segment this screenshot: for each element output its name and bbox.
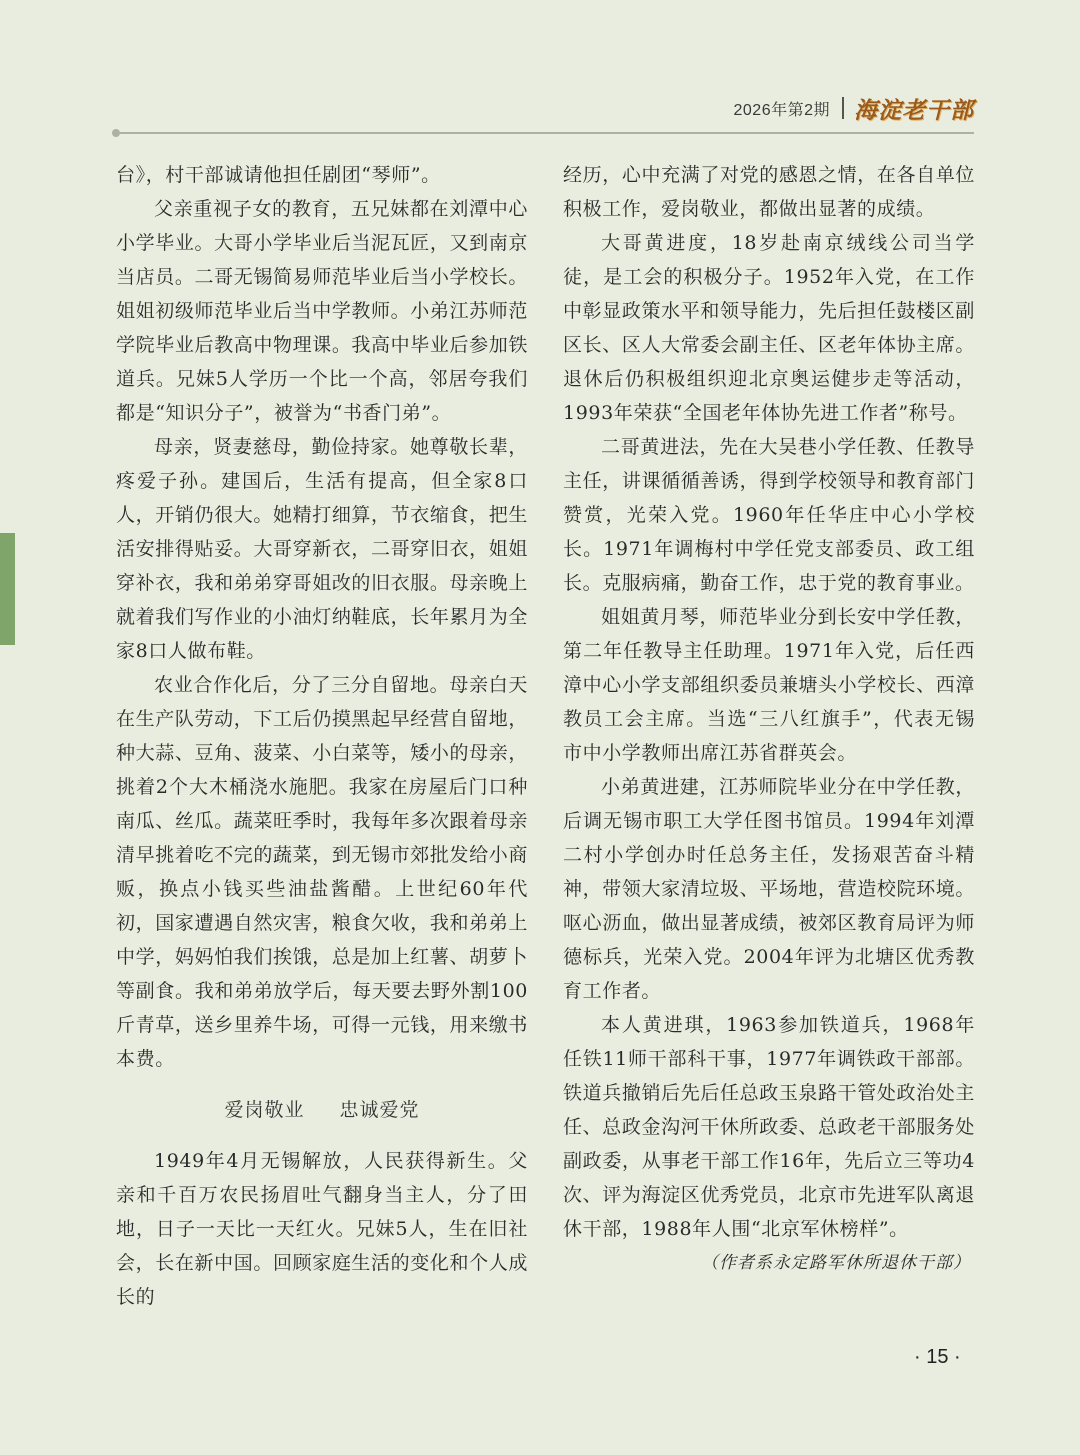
- issue-label: 2026年第2期: [733, 101, 830, 119]
- side-color-tab: [0, 533, 15, 645]
- paragraph: 姐姐黄月琴，师范毕业分到长安中学任教，第二年任教导主任助理。1971年入党，后任西漳中心小学支部组织委员兼塘头小学校长、西漳教员工会主席。当选“三八红旗手”，代表无锡市中小学教师出席江苏省群英会。: [563, 606, 975, 764]
- header-rule: [116, 132, 974, 134]
- paragraph: 父亲重视子女的教育，五兄妹都在刘潭中心小学毕业。大哥小学毕业后当泥瓦匠，又到南京当店员。二哥无锡简易师范毕业后当小学校长。姐姐初级师范毕业后当中学教师。小弟江苏师范学院毕业后教高中物理课。我高中毕业后参加铁道兵。兄妹5人学历一个比一个高，邻居夸我们都是“知识分子”，被誉为“书香门弟”。: [116, 198, 528, 424]
- section-heading-part: 爱岗敬业: [224, 1099, 305, 1121]
- paragraph: 台》，村干部诚请他担任剧团“琴师”。: [116, 164, 441, 186]
- paragraph: 大哥黄进度，18岁赴南京绒线公司当学徒，是工会的积极分子。1952年入党，在工作中彰显政策水平和领导能力，先后担任鼓楼区副区长、区人大常委会副主任、区老年体协主席。退休后仍积极组织迎北京奥运健步走等活动，1993年荣获“全国老年体协先进工作者”称号。: [563, 232, 975, 424]
- page-number: · 15 ·: [914, 1346, 961, 1368]
- section-heading-part: 忠诚爱党: [339, 1099, 420, 1121]
- paragraph: 1949年4月无锡解放，人民获得新生。父亲和千百万农民扬眉吐气翻身当主人，分了田地，日子一天比一天红火。兄妹5人，生在旧社会，长在新中国。回顾家庭生活的变化和个人成长的: [116, 1150, 528, 1308]
- paragraph: 本人黄进琪，1963参加铁道兵，1968年任铁11师干部科干事，1977年调铁政干部部。铁道兵撤销后先后任总政玉泉路干管处政治处主任、总政金沟河干休所政委、总政老干部服务处副政委，从事老干部工作16年，先后立三等功4次、评为海淀区优秀党员，北京市先进军队离退休干部，1988年人围“北京军休榜样”。: [563, 1014, 975, 1240]
- magazine-logo: 海淀老干部: [854, 96, 974, 124]
- header-separator: [842, 97, 844, 119]
- paragraph: 母亲，贤妻慈母，勤俭持家。她尊敬长辈，疼爱子孙。建国后，生活有提高，但全家8口人，开销仍很大。她精打细算，节衣缩食，把生活安排得贴妥。大哥穿新衣，二哥穿旧衣，姐姐穿补衣，我和弟弟穿哥姐改的旧衣服。母亲晚上就着我们写作业的小油灯纳鞋底，长年累月为全家8口人做布鞋。: [116, 436, 528, 662]
- page-header: [734, 90, 975, 126]
- paragraph: 小弟黄进建，江苏师院毕业分在中学任教，后调无锡市职工大学任图书馆员。1994年刘潭二村小学创办时任总务主任，发扬艰苦奋斗精神，带领大家清垃圾、平场地，营造校院环境。呕心沥血，做出显著成绩，被郊区教育局评为师德标兵，光荣入党。2004年评为北塘区优秀教育工作者。: [563, 776, 975, 1002]
- author-note: （作者系永定路军休所退休干部）: [701, 1253, 971, 1273]
- paragraph: 二哥黄进法，先在大吴巷小学任教、任教导主任，讲课循循善诱，得到学校领导和教育部门赞赏，光荣入党。1960年任华庄中心小学校长。1971年调梅村中学任党支部委员、政工组长。克服病痛，勤奋工作，忠于党的教育事业。: [563, 436, 975, 594]
- paragraph: 经历，心中充满了对党的感恩之情，在各自单位积极工作，爱岗敬业，都做出显著的成绩。: [563, 164, 975, 220]
- right-column: [563, 158, 975, 1280]
- left-column: [116, 158, 528, 1314]
- paragraph: 农业合作化后，分了三分自留地。母亲白天在生产队劳动，下工后仍摸黑起早经营自留地，种大蒜、豆角、菠菜、小白菜等，矮小的母亲，挑着2个大木桶浇水施肥。我家在房屋后门口种南瓜、丝瓜。蔬菜旺季时，我每年多次跟着母亲清早挑着吃不完的蔬菜，到无锡市郊批发给小商贩，换点小钱买些油盐酱醋。上世纪60年代初，国家遭遇自然灾害，粮食欠收，我和弟弟上中学，妈妈怕我们挨饿，总是加上红薯、胡萝卜等副食。我和弟弟放学后，每天要去野外割100斤青草，送乡里养牛场，可得一元钱，用来缴书本费。: [116, 674, 528, 1070]
- section-heading: [116, 1093, 528, 1127]
